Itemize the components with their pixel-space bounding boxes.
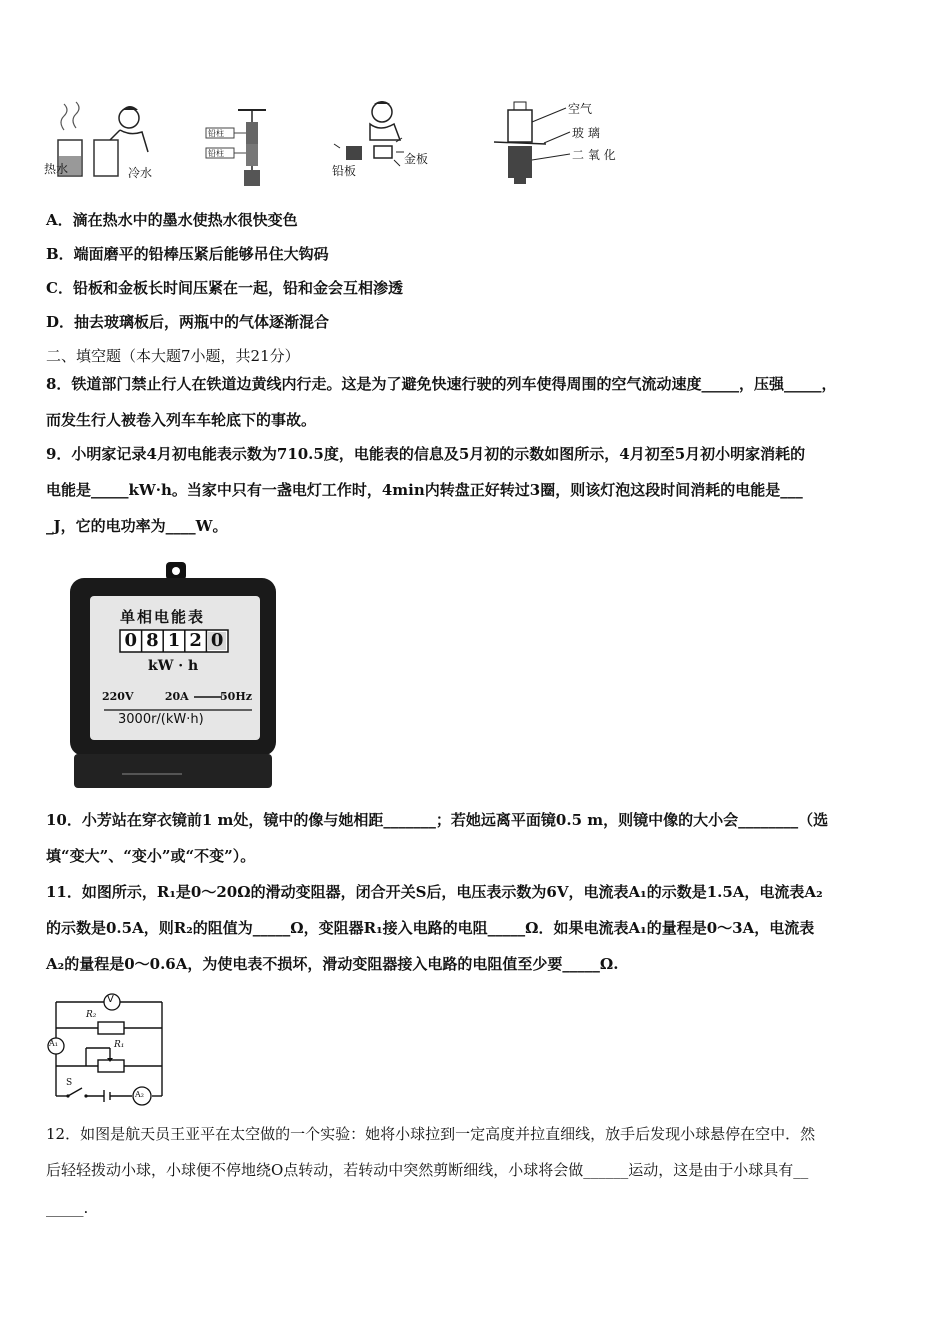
electric-meter-figure (62, 560, 280, 792)
q9-line-1: 9．小明家记录4月初电能表示数为710.5度，电能表的信息及5月初的示数如图所示，4月初至5月初小明家消耗的 (46, 445, 806, 463)
q9-line-2: 电能是_____kW·h。当家中只有一盏电灯工作时，4min内转盘正好转过3圈，则该灯泡这段时间消耗的电能是___ (46, 481, 803, 499)
q7-option-b: B．端面磨平的铅棒压紧后能够吊住大钩码 (46, 245, 329, 263)
q10-line-1: 10．小芳站在穿衣镜前1 m处，镜中的像与她相距_______；若她远离平面镜0.5 m，则镜中像的大小会________（选 (46, 811, 829, 829)
label-air: 空气 (568, 102, 593, 116)
meter-unit: kW · h (148, 658, 199, 674)
lead-cylinders-drawing (204, 104, 294, 188)
label-lead-plate: 铅板 (332, 164, 357, 178)
meter-frequency: 50Hz (220, 690, 252, 703)
meter-digit: 0 (210, 630, 224, 651)
ammeter1-label: A₁ (49, 1039, 58, 1048)
q10-line-2: 填“变大”、“变小”或“不变”）。 (46, 847, 256, 865)
meter-current: 20A (164, 690, 189, 703)
q12-line-3: _____. (46, 1199, 89, 1217)
meter-digit: 1 (167, 630, 181, 651)
q7-option-d: D．抽去玻璃板后，两瓶中的气体逐渐混合 (46, 313, 330, 331)
meter-digit-display (120, 630, 228, 652)
q11-line-1: 11．如图所示，R₁是0～20Ω的滑动变阻器，闭合开关S后，电压表示数为6V，电流表A₁的示数是1.5A，电流表A₂ (46, 883, 823, 901)
meter-digit: 2 (189, 630, 202, 651)
label-glass: 玻 璃 (572, 126, 600, 140)
label-lead-bottom: 铅柱 (208, 149, 224, 158)
gas-bottles-drawing (488, 98, 638, 186)
circuit-drawing (44, 992, 168, 1108)
switch-label: S (66, 1078, 73, 1088)
electric-meter-drawing (62, 560, 280, 792)
meter-digit: 0 (124, 630, 138, 651)
meter-title: 单相电能表 (120, 608, 206, 626)
ammeter2-label: A₂ (135, 1090, 144, 1099)
q7-option-c: C．铅板和金板长时间压紧在一起，铅和金会互相渗透 (46, 279, 403, 297)
q11-line-2: 的示数是0.5A，则R₂的阻值为_____Ω，变阻器R₁接入电路的电阻_____Ω．如果电流表A₁的量程是0～3A，电流表 (46, 919, 815, 937)
q8-line-2: 而发生行人被卷入列车车轮底下的事故。 (46, 411, 317, 429)
section-heading: 二、填空题（本大题7小题，共21分） (46, 347, 300, 365)
q11-line-3: A₂的量程是0～0.6A，为使电表不损坏，滑动变阻器接入电路的电阻值至少要_____Ω. (46, 955, 619, 973)
voltmeter-label: V (107, 994, 114, 1005)
q12-line-2: 后轻轻拨动小球，小球便不停地绕O点转动，若转动中突然剪断细线，小球将会做______运动，这是由于小球具有__ (46, 1161, 809, 1179)
r1-label: R₁ (114, 1040, 125, 1050)
r2-label: R₂ (86, 1010, 97, 1020)
meter-digit: 8 (146, 630, 159, 651)
label-co2: 二 氧 化 (572, 148, 616, 162)
q9-line-3: _J，它的电功率为____W。 (46, 517, 228, 535)
figure-b-lead-cylinders (204, 104, 294, 188)
q8-line-1: 8．铁道部门禁止行人在铁道边黄线内行走。这是为了避免快速行驶的列车使得周围的空气流动速度_____，压强_____， (46, 375, 837, 393)
q12-line-1: 12．如图是航天员王亚平在太空做的一个实验：她将小球拉到一定高度并拉直细线，放手后发现小球悬停在空中．然 (46, 1125, 816, 1143)
label-cold-water: 冷水 (128, 166, 153, 180)
label-lead-top: 铅柱 (208, 129, 224, 138)
label-hot-water: 热水 (44, 162, 69, 176)
figure-d-gas-bottles (488, 98, 638, 186)
circuit-diagram (44, 992, 168, 1108)
meter-voltage: 220V (102, 690, 134, 703)
meter-rate: 3000r/(kW·h) (118, 712, 204, 727)
label-gold-plate: 金板 (404, 152, 429, 166)
q7-option-a: A．滴在热水中的墨水使热水很快变色 (46, 211, 298, 229)
meter-specs (102, 690, 252, 703)
